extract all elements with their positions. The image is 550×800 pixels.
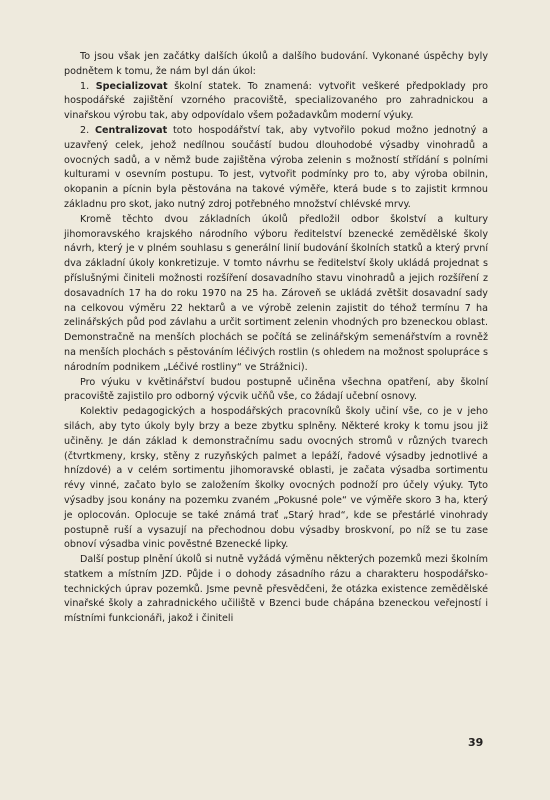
list-item-2-term: Centralizovat [94, 124, 168, 136]
list-item-1-text: školní statek. To znamená: vytvořit veškeré předpoklady pro hospodářské zajištění vzorného pracoviště, specializovaného pro zahradnickou a vinařskou výrobu tak, aby odpovídalo všem požadavkům moderní výuky. [64, 80, 488, 122]
body-text [64, 50, 488, 627]
list-item-1-number: 1. [80, 80, 90, 92]
list-item-1 [64, 80, 488, 124]
paragraph-6: Další postup plnění úkolů si nutně vyžádá výměnu některých pozemků mezi školním statkem a místním JZD. Půjde i o dohody zásadního rázu a charakteru hospodářsko-technických úprav pozemků. Jsme pevně přesvědčeni, že otázka existence zemědělské vinařské školy a zahradnického učiliště v Bzenci bude chápána bzeneckou veřejností i místními funkcionáři, jakož i činiteli [64, 554, 488, 625]
paragraph-4: Pro výuku v květinářství budou postupně učiněna všechna opatření, aby školní pracoviště zajistilo pro odborný výcvik učňů vše, co žádají učební osnovy. [64, 376, 488, 403]
list-item-2-number: 2. [80, 124, 90, 136]
paragraph-intro: To jsou však jen začátky dalších úkolů a dalšího budování. Vykonané úspěchy byly podnětem k tomu, že nám byl dán úkol: [64, 51, 488, 77]
paragraph-3: Kromě těchto dvou základních úkolů předložil odbor školství a kultury jihomoravského krajského národního výboru ředitelství bzenecké zemědělské školy návrh, který je v plném souhlasu s generální linií budování školních statků a který první dva základní úkoly konkretizuje. V tomto návrhu se ředitelství školy ukládá projednat s příslušnými činiteli možnosti rozšíření dosavadního stavu vinohradů a jejich rozšíření z dosavadních 17 ha do roku 1970 na 25 ha. Zároveň se ukládá zvětšit dosavadní sady na celkovou výměru 22 hektarů a ve výrobě zelenin zajistit do téhož termínu 7 ha zelinářských půd pod závlahu a určit sortiment zelenin vhodných pro bzeneckou oblast. Demonstračně na menších plochách se počítá se zelinářským semenářstvím a rovněž na menších plochách s pěstováním léčivých rostlin (s ohledem na možnost spolupráce s národním podnikem „Léčivé rostliny“ ve Strážnici). [64, 213, 488, 373]
list-item-2 [64, 124, 488, 213]
paragraph-5: Kolektiv pedagogických a hospodářských pracovníků školy učiní vše, co je v jeho silách, aby tyto úkoly byly brzy a beze zbytku splněny. Některé kroky k tomu jsou již učiněny. Je dán základ k demonstračnímu sadu ovocných stromů v různých tvarech (čtvrtkmeny, krsky, stěny z ruzyňských palmet a lepáží, řadové výsadby jednotlivé a hnízdové) a v celém sortimentu jihomoravské oblasti, je začata výsadba sortimentu révy vinné, začato bylo se založením školky ovocných podnoží pro účely výuky. Tyto výsadby jsou konány na pozemku zvaném „Pokusné pole“ ve výměře skoro 3 ha, který je oplocován. Oplocuje se také známá trať „Starý hrad“, kde se přestárlé vinohrady postupně ruší a vysazují na přechodnou dobu výsadby broskvoní, po níž se tu zase obnoví výsadba vinic pověstné Bzenecké lipky. [64, 406, 488, 551]
page-number: 39 [468, 736, 484, 749]
list-item-1-term: Specializovat [95, 80, 168, 92]
list-item-2-text: toto hospodářství tak, aby vytvořilo pokud možno jednotný a uzavřený celek, jehož nedílnou součástí budou dlouhodobé výsadby vinohradů a ovocných sadů, a v němž bude zajištěna výroba zelenin s možností střídání s polními kulturami v osevním postupu. To jest, vytvořit podmínky pro to, aby výroba obilnin, okopanin a pícnin byla pěstována na takové výměře, která bude s to zajistit krmnou základnu pro skot, jako nutný zdroj potřebného množství chlévské mrvy. [64, 124, 488, 210]
